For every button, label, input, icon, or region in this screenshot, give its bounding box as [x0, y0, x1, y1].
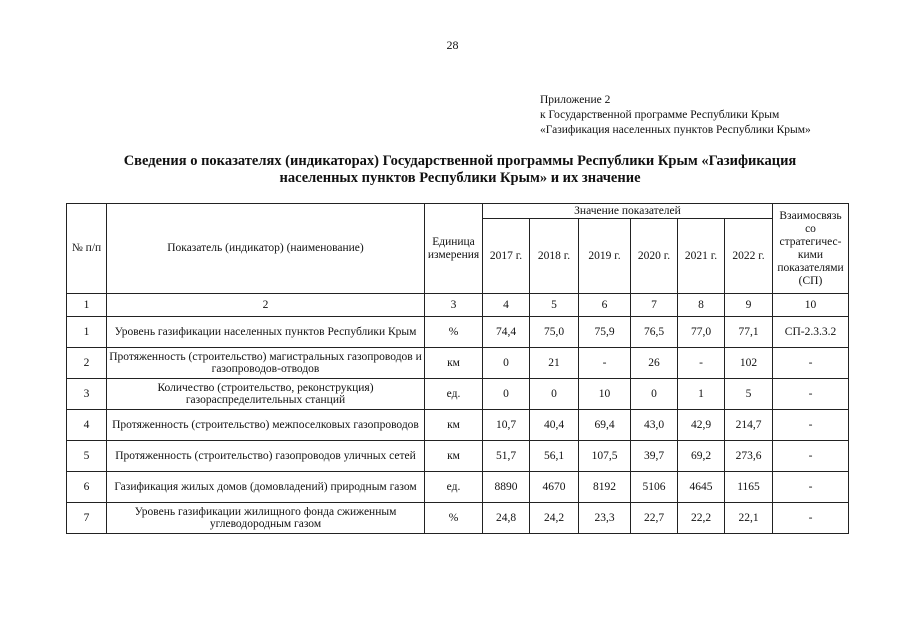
row-value: 5	[725, 379, 773, 410]
row-value: 22,2	[678, 503, 725, 534]
header-indicator: Показатель (индикатор) (наименование)	[107, 204, 425, 294]
row-value: 107,5	[579, 441, 631, 472]
row-value: 0	[483, 379, 530, 410]
row-value: 77,0	[678, 317, 725, 348]
row-value: 42,9	[678, 410, 725, 441]
row-indicator: Протяженность (строительство) межпоселковых газопроводов	[107, 410, 425, 441]
indicators-table	[66, 203, 849, 534]
column-number: 8	[678, 294, 725, 317]
table-row	[67, 503, 849, 534]
row-value: 10,7	[483, 410, 530, 441]
row-value: 22,1	[725, 503, 773, 534]
row-value: 1165	[725, 472, 773, 503]
row-indicator: Уровень газификации населенных пунктов Республики Крым	[107, 317, 425, 348]
row-value: 22,7	[631, 503, 678, 534]
row-value: 24,2	[530, 503, 579, 534]
document-title	[60, 153, 860, 187]
row-value: 40,4	[530, 410, 579, 441]
row-value: 76,5	[631, 317, 678, 348]
header-year: 2018 г.	[530, 219, 579, 294]
row-value: 273,6	[725, 441, 773, 472]
row-value: 69,4	[579, 410, 631, 441]
column-number: 2	[107, 294, 425, 317]
appendix-line-1: Приложение 2	[540, 94, 611, 106]
header-row-1	[67, 204, 849, 219]
row-value: 1	[678, 379, 725, 410]
row-value: 69,2	[678, 441, 725, 472]
row-value: 75,0	[530, 317, 579, 348]
row-value: 24,8	[483, 503, 530, 534]
appendix-note	[540, 93, 811, 138]
row-value: 8890	[483, 472, 530, 503]
row-num: 3	[67, 379, 107, 410]
row-unit: ед.	[425, 379, 483, 410]
row-value: 0	[483, 348, 530, 379]
column-number: 1	[67, 294, 107, 317]
row-value: 4670	[530, 472, 579, 503]
row-unit: км	[425, 410, 483, 441]
row-num: 4	[67, 410, 107, 441]
document-title-line-1: Сведения о показателях (индикаторах) Государственной программы Республики Крым «Газификация	[123, 153, 797, 169]
row-unit: %	[425, 503, 483, 534]
header-relation: Взаимосвязь со стратегичес-кими показателями (СП)	[773, 204, 849, 294]
row-relation: -	[773, 472, 849, 503]
row-value: 74,4	[483, 317, 530, 348]
column-number: 5	[530, 294, 579, 317]
column-number: 6	[579, 294, 631, 317]
row-value: 102	[725, 348, 773, 379]
column-number: 7	[631, 294, 678, 317]
row-relation: -	[773, 379, 849, 410]
page-number: 28	[446, 38, 459, 52]
row-relation: -	[773, 410, 849, 441]
table-row	[67, 379, 849, 410]
row-value: 39,7	[631, 441, 678, 472]
appendix-line-3: «Газификация населенных пунктов Республики Крым»	[540, 124, 811, 136]
column-number: 3	[425, 294, 483, 317]
row-num: 2	[67, 348, 107, 379]
row-indicator: Протяженность (строительство) газопроводов уличных сетей	[107, 441, 425, 472]
row-value: -	[678, 348, 725, 379]
row-relation: -	[773, 503, 849, 534]
row-relation: -	[773, 441, 849, 472]
row-unit: ед.	[425, 472, 483, 503]
header-unit: Единица измерения	[425, 204, 483, 294]
row-value: 5106	[631, 472, 678, 503]
row-value: 43,0	[631, 410, 678, 441]
row-unit: %	[425, 317, 483, 348]
column-number-row	[67, 294, 849, 317]
row-value: 4645	[678, 472, 725, 503]
row-value: 75,9	[579, 317, 631, 348]
table-row	[67, 410, 849, 441]
header-year: 2021 г.	[678, 219, 725, 294]
column-number: 9	[725, 294, 773, 317]
row-indicator: Протяженность (строительство) магистральных газопроводов и газопроводов-отводов	[107, 348, 425, 379]
row-value: 0	[530, 379, 579, 410]
row-value: 0	[631, 379, 678, 410]
column-number: 4	[483, 294, 530, 317]
header-year: 2019 г.	[579, 219, 631, 294]
row-value: 214,7	[725, 410, 773, 441]
table-row	[67, 317, 849, 348]
table-row	[67, 441, 849, 472]
table-row	[67, 472, 849, 503]
row-value: 8192	[579, 472, 631, 503]
row-num: 1	[67, 317, 107, 348]
header-year: 2022 г.	[725, 219, 773, 294]
table-row	[67, 348, 849, 379]
row-relation: СП-2.3.3.2	[773, 317, 849, 348]
row-num: 7	[67, 503, 107, 534]
header-year: 2017 г.	[483, 219, 530, 294]
row-value: 51,7	[483, 441, 530, 472]
row-relation: -	[773, 348, 849, 379]
row-value: 10	[579, 379, 631, 410]
header-year: 2020 г.	[631, 219, 678, 294]
row-unit: км	[425, 441, 483, 472]
header-values-group: Значение показателей	[483, 204, 773, 219]
header-num: № п/п	[67, 204, 107, 294]
row-indicator: Количество (строительство, реконструкция) газораспределительных станций	[107, 379, 425, 410]
row-unit: км	[425, 348, 483, 379]
row-value: 77,1	[725, 317, 773, 348]
column-number: 10	[773, 294, 849, 317]
row-num: 5	[67, 441, 107, 472]
appendix-line-2: к Государственной программе Республики Крым	[540, 109, 780, 121]
row-value: 23,3	[579, 503, 631, 534]
row-value: 21	[530, 348, 579, 379]
row-value: 26	[631, 348, 678, 379]
row-value: 56,1	[530, 441, 579, 472]
document-title-line-2: населенных пунктов Республики Крым» и их значение	[279, 170, 641, 186]
row-indicator: Уровень газификации жилищного фонда сжиженным углеводородным газом	[107, 503, 425, 534]
row-value: -	[579, 348, 631, 379]
row-indicator: Газификация жилых домов (домовладений) природным газом	[107, 472, 425, 503]
row-num: 6	[67, 472, 107, 503]
